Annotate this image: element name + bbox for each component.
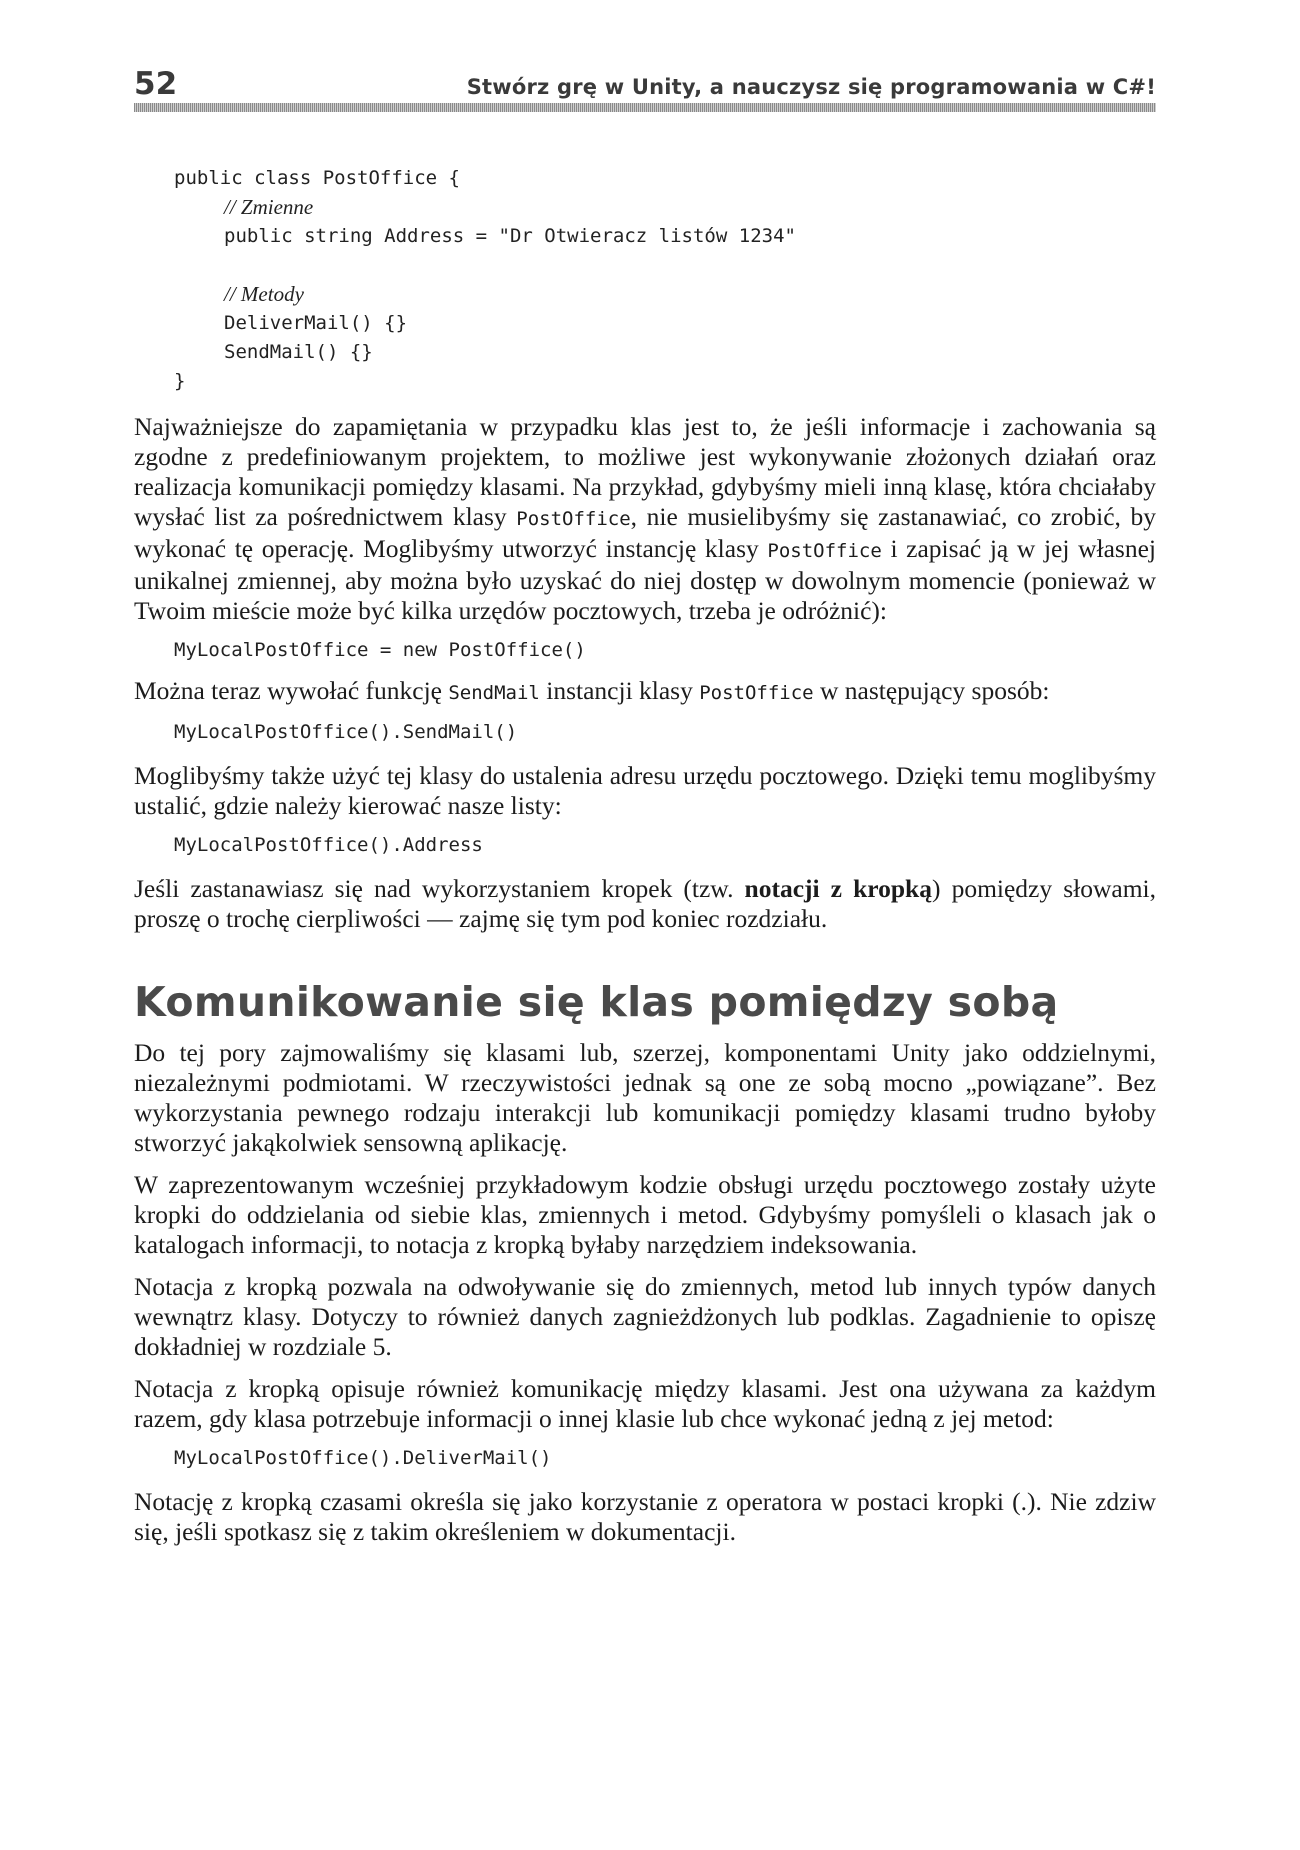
text-span: instancji klasy bbox=[539, 676, 700, 705]
code-line: MyLocalPostOffice().DeliverMail() bbox=[174, 1447, 552, 1469]
code-line: public class PostOffice { bbox=[174, 167, 460, 189]
paragraph: Do tej pory zajmowaliśmy się klasami lub, szerzej, komponentami Unity jako oddzielnymi, niezależnymi podmiotami. W rzeczywistości jednak są one ze sobą mocno „powiązane”. Bez wykorzystania pewnego rodzaju interakcji lub komunikacji pomiędzy klasami trudno byłoby stworzyć jakąkolwiek sensowną aplikację. bbox=[134, 1038, 1156, 1157]
text-span: ) pomiędzy słowami, proszę o trochę cierpliwości — zajmę się tym pod koniec rozdziału. bbox=[134, 874, 1156, 933]
code-comment: // Metody bbox=[224, 282, 304, 306]
text-span: i zapisać ją w jej własnej unikalnej zmiennej, aby można było uzyskać do niej dostęp w dowolnym momencie (ponieważ w Twoim mieście może być kilka urzędów pocztowych, trzeba je odróżnić): bbox=[134, 534, 1156, 625]
code-line: DeliverMail() {} bbox=[224, 312, 408, 334]
paragraph: W zaprezentowanym wcześniej przykładowym kodzie obsługi urzędu pocztowego zostały użyte kropki do oddzielania od siebie klas, zmiennych i metod. Gdybyśmy pomyśleli o klasach jak o katalogach informacji, to notacja z kropką byłaby narzędziem indeksowania. bbox=[134, 1170, 1156, 1259]
paragraph: Notacja z kropką opisuje również komunikację między klasami. Jest ona używana za każdym razem, gdy klasa potrzebuje informacji o innej klasie lub chce wykonać jedną z jej metod: bbox=[134, 1374, 1156, 1433]
code-line: MyLocalPostOffice().Address bbox=[174, 834, 483, 856]
text-span: Można teraz wywołać funkcję bbox=[134, 676, 449, 705]
inline-code: SendMail bbox=[448, 682, 540, 704]
text-span: , nie musielibyśmy się zastanawiać, co zrobić, by wykonać tę operację. Moglibyśmy utworzyć instancję klasy bbox=[134, 502, 1156, 563]
text-span: Jeśli zastanawiasz się nad wykorzystaniem kropek (tzw. bbox=[134, 874, 745, 903]
text-span: Najważniejsze do zapamiętania w przypadku klas jest to, że jeśli informacje i zachowania są zgodne z predefiniowanym projektem, to możliwe jest wykonywanie złożonych działań oraz realizacja komunikacji pomiędzy klasami. Na przykład, gdybyśmy mieli inną klasę, która chciałaby wysłać list za pośrednictwem klasy bbox=[134, 412, 1156, 531]
code-line: MyLocalPostOffice().SendMail() bbox=[174, 721, 518, 743]
inline-code: PostOffice bbox=[767, 540, 882, 562]
paragraph bbox=[134, 676, 1156, 708]
running-title: Stwórz grę w Unity, a nauczysz się programowania w C#! bbox=[466, 75, 1156, 99]
code-line: SendMail() {} bbox=[224, 341, 373, 363]
paragraph bbox=[134, 412, 1156, 626]
code-line: public string Address = "Dr Otwieracz listów 1234" bbox=[224, 225, 796, 247]
inline-code: PostOffice bbox=[516, 508, 631, 530]
code-line: } bbox=[174, 370, 186, 392]
page-number: 52 bbox=[134, 66, 178, 102]
code-line: MyLocalPostOffice = new PostOffice() bbox=[174, 639, 586, 661]
paragraph: Notacja z kropką pozwala na odwoływanie się do zmiennych, metod lub innych typów danych wewnątrz klasy. Dotyczy to również danych zagnieżdżonych lub podklas. Zagadnienie to opiszę dokładniej w rozdziale 5. bbox=[134, 1272, 1156, 1361]
page-header bbox=[134, 64, 1156, 100]
paragraph: Notację z kropką czasami określa się jako korzystanie z operatora w postaci kropki (.). Nie zdziw się, jeśli spotkasz się z takim określeniem w dokumentacji. bbox=[134, 1487, 1156, 1546]
paragraph bbox=[134, 874, 1156, 934]
section-heading: Komunikowanie się klas pomiędzy sobą bbox=[134, 978, 1059, 1026]
header-rule bbox=[134, 103, 1156, 112]
code-block-postoffice bbox=[134, 164, 1156, 396]
paragraph: Moglibyśmy także użyć tej klasy do ustalenia adresu urzędu pocztowego. Dzięki temu moglibyśmy ustalić, gdzie należy kierować nasze listy: bbox=[134, 761, 1156, 820]
code-blank-line bbox=[174, 251, 1156, 280]
text-span: w następujący sposób: bbox=[813, 676, 1050, 705]
inline-code: PostOffice bbox=[699, 682, 814, 704]
page-content bbox=[134, 164, 1156, 1547]
code-comment: // Zmienne bbox=[224, 195, 314, 219]
bold-term: notacji z kropką bbox=[744, 874, 932, 903]
